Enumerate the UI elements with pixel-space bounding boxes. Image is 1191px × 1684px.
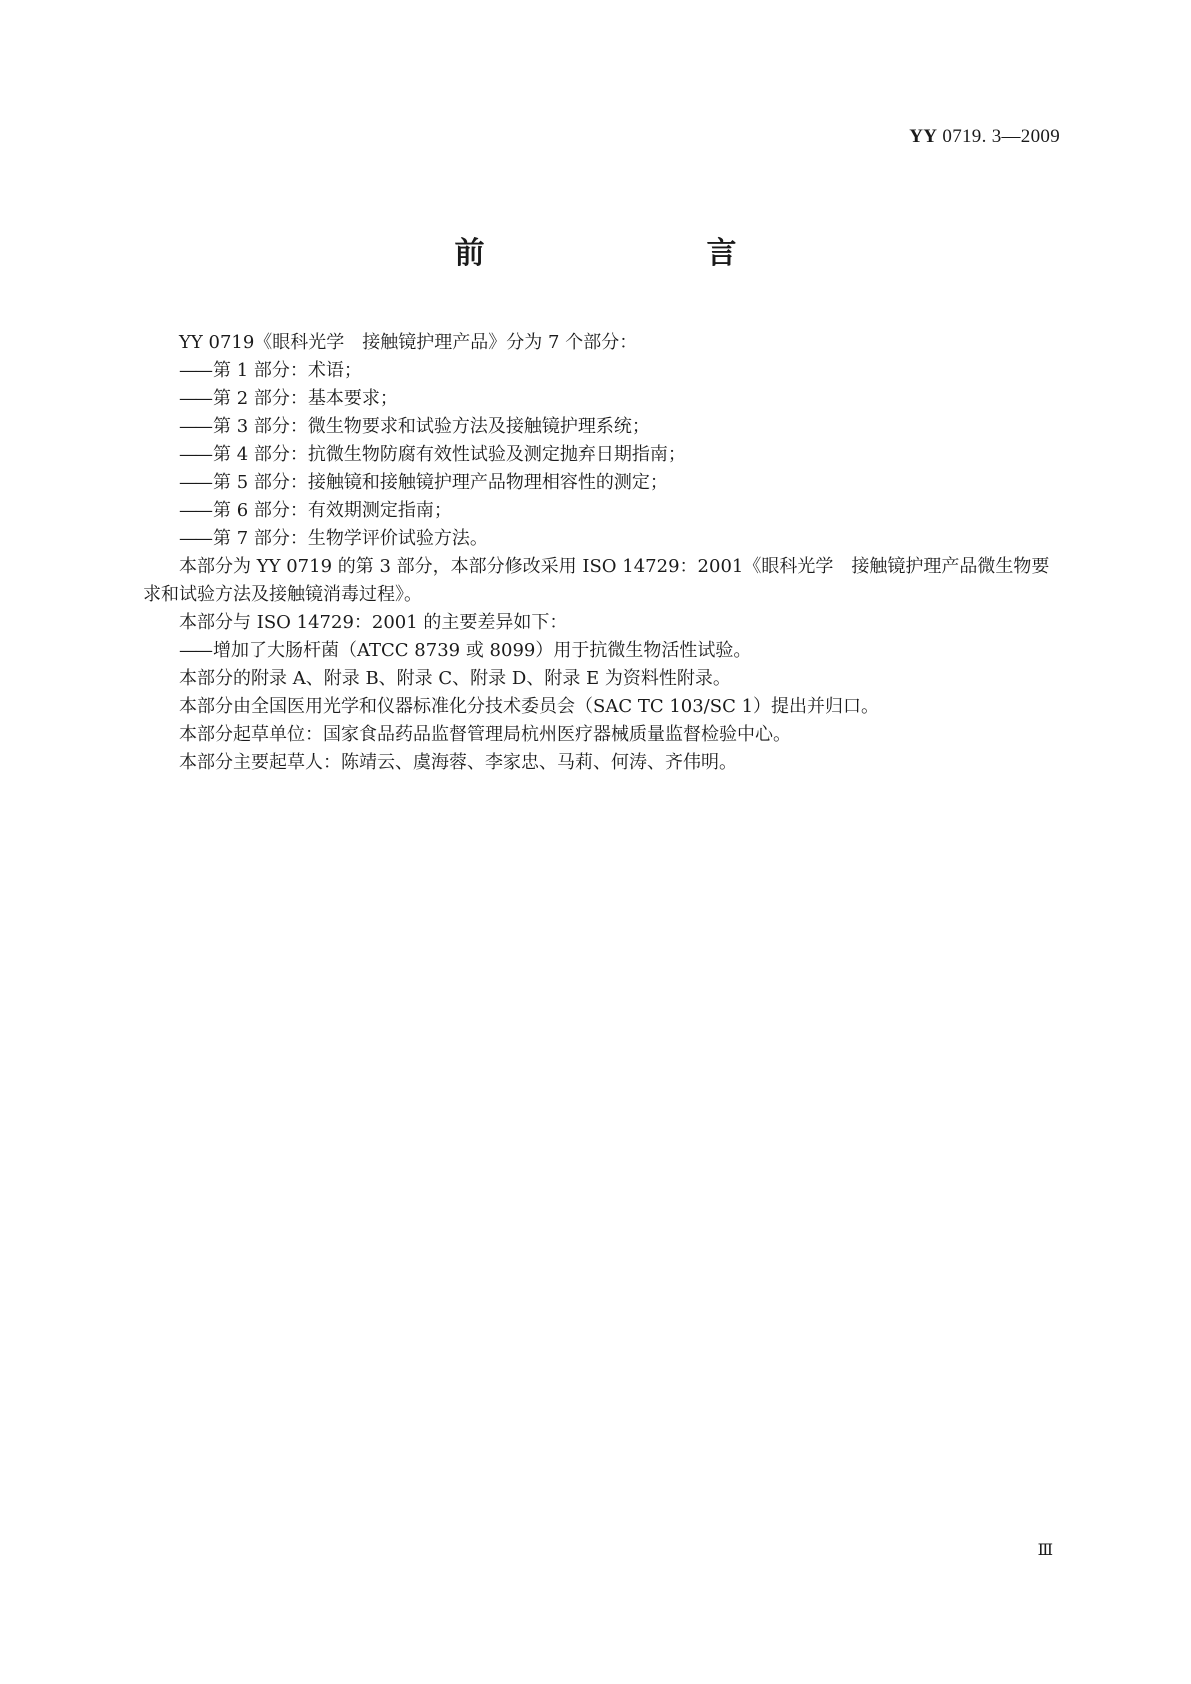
dash-mark: —— [179,360,211,381]
standard-code [909,126,1060,148]
part-item [143,441,1055,469]
part-item [143,357,1055,385]
part-item [143,413,1055,441]
drafters-paragraph: 本部分主要起草人：陈靖云、虞海蓉、李家忠、马莉、何涛、齐伟明。 [179,752,737,773]
dash-mark: —— [179,640,211,661]
page-title: 前 言 [454,236,791,271]
part-item [143,525,1055,553]
dash-mark: —— [179,500,211,521]
differences-intro: 本部分与 ISO 14729：2001 的主要差异如下： [179,612,568,633]
part-item-text: 第 2 部分：基本要求； [213,388,398,409]
dash-mark: —— [179,388,211,409]
difference-item [143,637,1055,665]
part-item-text: 第 5 部分：接触镜和接触镜护理产品物理相容性的测定； [213,472,668,493]
part-item-text: 第 3 部分：微生物要求和试验方法及接触镜护理系统； [213,416,650,437]
page-number: Ⅲ [1037,1542,1053,1559]
dash-mark: —— [179,472,211,493]
part-item [143,497,1055,525]
dash-mark: —— [179,444,211,465]
part-item [143,469,1055,497]
standard-number: 0719. 3—2009 [942,126,1060,147]
part-item-text: 第 6 部分：有效期测定指南； [213,500,452,521]
annex-note: 本部分的附录 A、附录 B、附录 C、附录 D、附录 E 为资料性附录。 [179,668,731,689]
drafting-unit-paragraph: 本部分起草单位：国家食品药品监督管理局杭州医疗器械质量监督检验中心。 [179,724,791,745]
standard-prefix: YY [909,126,938,147]
proposer-paragraph: 本部分由全国医用光学和仪器标准化分技术委员会（SAC TC 103/SC 1）提出并归口。 [179,696,880,717]
part-item-text: 第 7 部分：生物学评价试验方法。 [213,528,488,549]
dash-mark: —— [179,416,211,437]
adoption-paragraph: 本部分为 YY 0719 的第 3 部分，本部分修改采用 ISO 14729：2001《眼科光学 接触镜护理产品微生物要求和试验方法及接触镜消毒过程》。 [143,556,1050,605]
intro-paragraph: YY 0719《眼科光学 接触镜护理产品》分为 7 个部分： [179,332,638,353]
dash-mark: —— [179,528,211,549]
part-item [143,385,1055,413]
part-item-text: 第 1 部分：术语； [213,360,362,381]
difference-item-text: 增加了大肠杆菌（ATCC 8739 或 8099）用于抗微生物活性试验。 [213,640,752,661]
part-item-text: 第 4 部分：抗微生物防腐有效性试验及测定抛弃日期指南； [213,444,686,465]
foreword-body [143,329,1055,777]
